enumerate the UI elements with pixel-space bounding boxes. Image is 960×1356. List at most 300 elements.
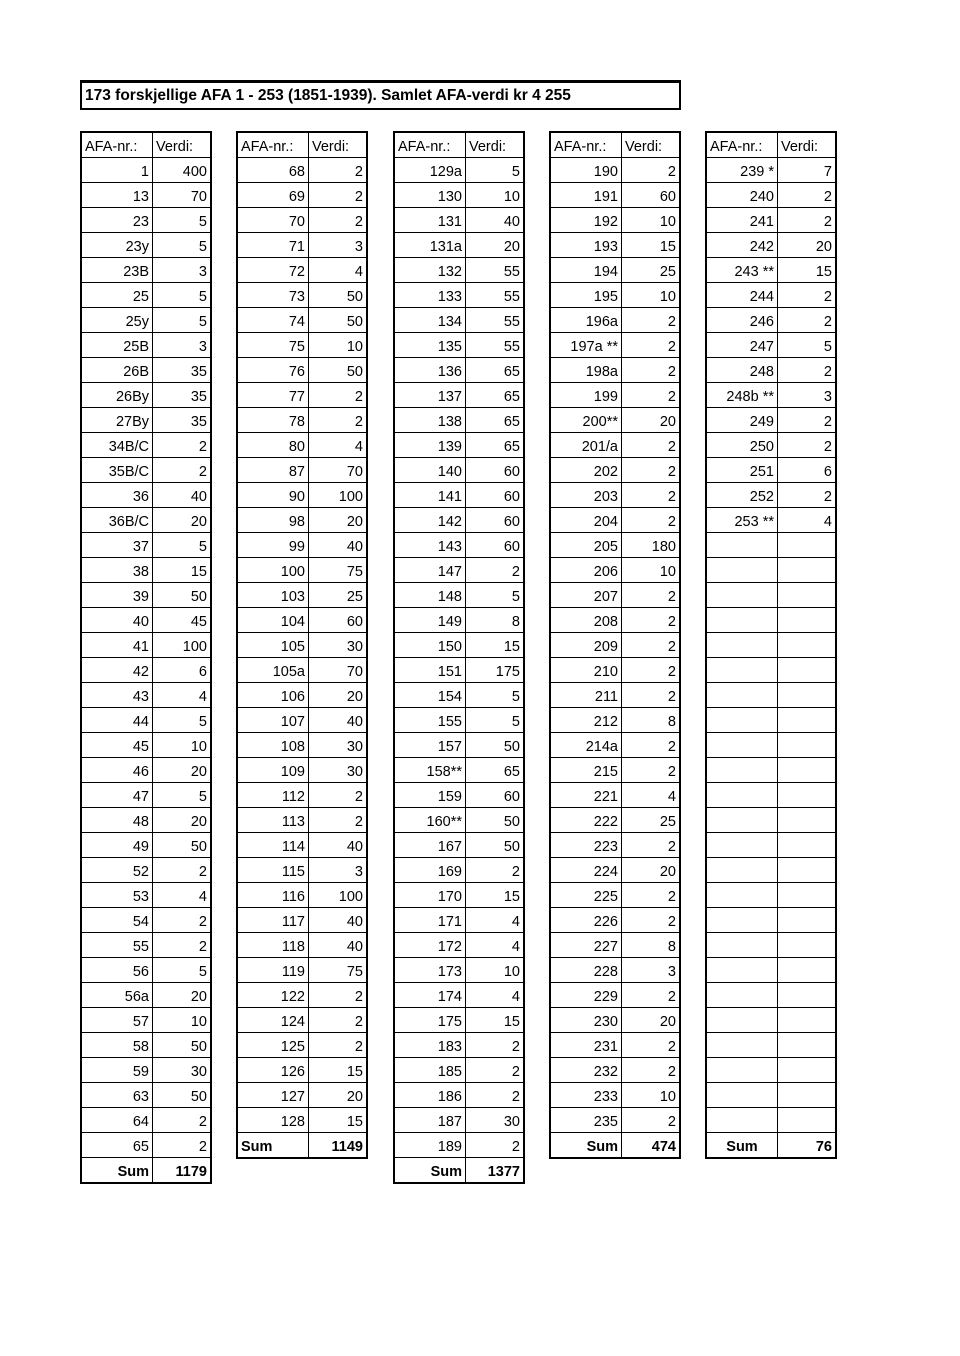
verdi-cell: 25 — [309, 583, 368, 608]
verdi-cell: 40 — [466, 208, 525, 233]
afa-nr-cell: 113 — [237, 808, 309, 833]
verdi-cell: 4 — [153, 683, 212, 708]
verdi-cell — [778, 583, 837, 608]
afa-nr-cell — [706, 758, 778, 783]
table-row — [237, 608, 367, 633]
table-row — [706, 508, 836, 533]
verdi-cell: 55 — [466, 258, 525, 283]
table-row — [81, 258, 211, 283]
verdi-cell: 100 — [309, 483, 368, 508]
verdi-cell: 50 — [309, 308, 368, 333]
afa-nr-cell: 143 — [394, 533, 466, 558]
table-row — [706, 808, 836, 833]
verdi-cell: 20 — [622, 1008, 681, 1033]
table-row — [81, 358, 211, 383]
verdi-cell: 2 — [309, 1008, 368, 1033]
verdi-cell: 5 — [466, 708, 525, 733]
table-row — [706, 758, 836, 783]
afa-nr-cell: 225 — [550, 883, 622, 908]
verdi-cell: 5 — [153, 233, 212, 258]
verdi-cell — [778, 708, 837, 733]
verdi-cell: 60 — [622, 183, 681, 208]
afa-nr-cell: 58 — [81, 1033, 153, 1058]
table-row — [81, 733, 211, 758]
afa-nr-cell: 208 — [550, 608, 622, 633]
table-row — [81, 633, 211, 658]
table-row — [237, 508, 367, 533]
afa-nr-cell: 222 — [550, 808, 622, 833]
table-row — [706, 908, 836, 933]
table-row — [394, 608, 524, 633]
verdi-cell: 60 — [466, 508, 525, 533]
afa-nr-cell: 244 — [706, 283, 778, 308]
verdi-cell: 2 — [309, 808, 368, 833]
verdi-cell: 8 — [622, 933, 681, 958]
verdi-cell: 10 — [466, 183, 525, 208]
afa-nr-cell: 36 — [81, 483, 153, 508]
sum-label: Sum — [550, 1133, 622, 1159]
verdi-cell — [778, 808, 837, 833]
verdi-cell — [778, 658, 837, 683]
table-row — [550, 558, 680, 583]
sum-row — [706, 1133, 836, 1159]
afa-nr-cell: 139 — [394, 433, 466, 458]
table-row — [237, 733, 367, 758]
verdi-cell: 15 — [778, 258, 837, 283]
afa-nr-cell: 25B — [81, 333, 153, 358]
afa-nr-cell: 214a — [550, 733, 622, 758]
verdi-cell — [778, 633, 837, 658]
verdi-cell: 2 — [309, 183, 368, 208]
verdi-cell — [778, 833, 837, 858]
sum-label: Sum — [394, 1158, 466, 1184]
table-row — [237, 958, 367, 983]
table-row — [550, 1033, 680, 1058]
table-row — [394, 683, 524, 708]
afa-nr-cell: 34B/C — [81, 433, 153, 458]
table-row — [550, 983, 680, 1008]
afa-nr-cell: 186 — [394, 1083, 466, 1108]
verdi-cell: 2 — [309, 983, 368, 1008]
afa-nr-header: AFA-nr.: — [81, 132, 153, 158]
verdi-cell: 4 — [153, 883, 212, 908]
afa-nr-cell: 103 — [237, 583, 309, 608]
verdi-cell — [778, 608, 837, 633]
verdi-cell: 60 — [466, 458, 525, 483]
verdi-cell: 25 — [622, 258, 681, 283]
verdi-cell: 40 — [309, 533, 368, 558]
verdi-cell: 4 — [309, 258, 368, 283]
afa-nr-cell: 142 — [394, 508, 466, 533]
table-row — [706, 883, 836, 908]
table-row — [237, 258, 367, 283]
verdi-cell: 2 — [153, 933, 212, 958]
afa-nr-cell: 157 — [394, 733, 466, 758]
afa-nr-cell: 64 — [81, 1108, 153, 1133]
afa-nr-cell: 183 — [394, 1033, 466, 1058]
afa-nr-cell — [706, 1083, 778, 1108]
table-row — [81, 708, 211, 733]
table-row — [706, 383, 836, 408]
verdi-cell: 2 — [466, 1058, 525, 1083]
table-row — [394, 258, 524, 283]
table-row — [81, 483, 211, 508]
verdi-cell — [778, 1058, 837, 1083]
afa-table-5 — [705, 131, 837, 1159]
afa-nr-cell: 65 — [81, 1133, 153, 1158]
afa-nr-cell: 223 — [550, 833, 622, 858]
afa-nr-cell: 72 — [237, 258, 309, 283]
table-row — [81, 158, 211, 183]
afa-nr-cell: 200** — [550, 408, 622, 433]
table-row — [550, 933, 680, 958]
afa-nr-cell: 107 — [237, 708, 309, 733]
afa-nr-cell: 194 — [550, 258, 622, 283]
afa-nr-cell — [706, 1058, 778, 1083]
table-row — [706, 733, 836, 758]
table-row — [706, 358, 836, 383]
table-row — [81, 583, 211, 608]
table-row — [394, 1108, 524, 1133]
afa-nr-cell: 190 — [550, 158, 622, 183]
afa-nr-cell: 44 — [81, 708, 153, 733]
table-row — [394, 883, 524, 908]
table-row — [550, 283, 680, 308]
afa-nr-cell: 185 — [394, 1058, 466, 1083]
verdi-cell: 100 — [153, 633, 212, 658]
afa-nr-cell: 45 — [81, 733, 153, 758]
table-row — [706, 308, 836, 333]
verdi-cell — [778, 883, 837, 908]
table-row — [550, 208, 680, 233]
afa-nr-cell: 46 — [81, 758, 153, 783]
afa-nr-cell: 134 — [394, 308, 466, 333]
table-header-row — [550, 132, 680, 158]
verdi-cell: 8 — [622, 708, 681, 733]
verdi-cell: 55 — [466, 308, 525, 333]
table-row — [237, 308, 367, 333]
afa-nr-cell: 68 — [237, 158, 309, 183]
table-row — [237, 833, 367, 858]
afa-nr-cell: 203 — [550, 483, 622, 508]
verdi-cell: 2 — [622, 608, 681, 633]
afa-nr-cell: 201/a — [550, 433, 622, 458]
afa-nr-cell — [706, 883, 778, 908]
afa-nr-cell: 192 — [550, 208, 622, 233]
afa-nr-cell: 109 — [237, 758, 309, 783]
verdi-header: Verdi: — [153, 132, 212, 158]
afa-nr-cell: 55 — [81, 933, 153, 958]
table-row — [550, 1008, 680, 1033]
afa-nr-cell: 56a — [81, 983, 153, 1008]
afa-nr-cell: 230 — [550, 1008, 622, 1033]
table-row — [706, 183, 836, 208]
verdi-cell: 5 — [466, 683, 525, 708]
afa-nr-cell: 251 — [706, 458, 778, 483]
verdi-header: Verdi: — [466, 132, 525, 158]
table-row — [81, 558, 211, 583]
table-row — [237, 383, 367, 408]
afa-nr-cell: 160** — [394, 808, 466, 833]
verdi-cell: 10 — [153, 733, 212, 758]
afa-nr-cell: 169 — [394, 858, 466, 883]
table-row — [550, 333, 680, 358]
verdi-cell: 20 — [309, 683, 368, 708]
afa-nr-cell: 231 — [550, 1033, 622, 1058]
verdi-cell: 2 — [466, 1133, 525, 1158]
verdi-cell: 55 — [466, 333, 525, 358]
verdi-cell: 10 — [622, 283, 681, 308]
afa-nr-header: AFA-nr.: — [706, 132, 778, 158]
afa-nr-cell: 71 — [237, 233, 309, 258]
verdi-cell: 2 — [622, 333, 681, 358]
afa-nr-cell: 63 — [81, 1083, 153, 1108]
verdi-cell: 2 — [153, 1133, 212, 1158]
afa-table — [236, 131, 368, 1159]
afa-nr-cell — [706, 1033, 778, 1058]
afa-nr-cell: 151 — [394, 658, 466, 683]
afa-nr-cell: 25y — [81, 308, 153, 333]
table-header-row — [394, 132, 524, 158]
verdi-cell: 180 — [622, 533, 681, 558]
verdi-cell: 5 — [153, 533, 212, 558]
afa-table — [80, 131, 212, 1184]
verdi-cell: 5 — [466, 158, 525, 183]
table-row — [394, 558, 524, 583]
afa-nr-cell: 148 — [394, 583, 466, 608]
table-row — [706, 858, 836, 883]
afa-nr-cell: 27By — [81, 408, 153, 433]
afa-nr-cell: 118 — [237, 933, 309, 958]
afa-nr-cell: 215 — [550, 758, 622, 783]
afa-nr-cell: 69 — [237, 183, 309, 208]
table-row — [394, 408, 524, 433]
verdi-cell: 10 — [622, 1083, 681, 1108]
afa-nr-cell: 195 — [550, 283, 622, 308]
verdi-cell: 6 — [153, 658, 212, 683]
verdi-cell: 65 — [466, 408, 525, 433]
afa-nr-cell: 209 — [550, 633, 622, 658]
table-row — [237, 1008, 367, 1033]
afa-nr-cell: 193 — [550, 233, 622, 258]
verdi-cell — [778, 1083, 837, 1108]
afa-nr-cell: 252 — [706, 483, 778, 508]
table-row — [706, 633, 836, 658]
table-row — [237, 708, 367, 733]
table-row — [81, 608, 211, 633]
verdi-cell: 20 — [778, 233, 837, 258]
afa-nr-cell: 125 — [237, 1033, 309, 1058]
afa-nr-cell: 197a ** — [550, 333, 622, 358]
table-row — [394, 333, 524, 358]
afa-nr-cell: 36B/C — [81, 508, 153, 533]
verdi-cell: 2 — [778, 408, 837, 433]
afa-nr-cell: 127 — [237, 1083, 309, 1108]
table-row — [706, 558, 836, 583]
verdi-cell: 5 — [153, 208, 212, 233]
verdi-cell: 2 — [622, 1033, 681, 1058]
table-row — [706, 233, 836, 258]
table-row — [550, 258, 680, 283]
table-row — [394, 158, 524, 183]
afa-nr-cell — [706, 558, 778, 583]
table-row — [550, 533, 680, 558]
verdi-cell: 2 — [622, 908, 681, 933]
afa-table-2 — [236, 131, 368, 1159]
verdi-cell: 50 — [466, 833, 525, 858]
verdi-cell: 35 — [153, 408, 212, 433]
afa-nr-cell: 158** — [394, 758, 466, 783]
afa-nr-cell: 211 — [550, 683, 622, 708]
table-row — [550, 958, 680, 983]
afa-nr-cell: 239 * — [706, 158, 778, 183]
afa-nr-cell — [706, 683, 778, 708]
table-row — [237, 808, 367, 833]
table-row — [81, 908, 211, 933]
table-row — [81, 433, 211, 458]
verdi-cell: 2 — [622, 758, 681, 783]
sum-row — [550, 1133, 680, 1159]
afa-nr-cell — [706, 733, 778, 758]
table-row — [550, 483, 680, 508]
afa-nr-cell: 54 — [81, 908, 153, 933]
verdi-cell: 5 — [466, 583, 525, 608]
verdi-cell: 3 — [153, 333, 212, 358]
verdi-cell: 15 — [466, 1008, 525, 1033]
verdi-cell — [778, 858, 837, 883]
verdi-cell: 60 — [466, 483, 525, 508]
table-row — [550, 908, 680, 933]
table-row — [394, 958, 524, 983]
verdi-cell: 50 — [466, 808, 525, 833]
afa-nr-cell: 155 — [394, 708, 466, 733]
afa-nr-cell: 235 — [550, 1108, 622, 1133]
afa-nr-cell — [706, 533, 778, 558]
table-row — [706, 533, 836, 558]
table-row — [550, 458, 680, 483]
verdi-cell: 15 — [309, 1058, 368, 1083]
table-row — [394, 283, 524, 308]
table-row — [394, 858, 524, 883]
table-row — [550, 758, 680, 783]
afa-nr-cell: 174 — [394, 983, 466, 1008]
table-row — [550, 233, 680, 258]
verdi-cell: 2 — [309, 783, 368, 808]
table-row — [550, 708, 680, 733]
table-row — [550, 183, 680, 208]
verdi-cell: 2 — [622, 508, 681, 533]
afa-nr-cell: 198a — [550, 358, 622, 383]
afa-nr-cell: 232 — [550, 1058, 622, 1083]
verdi-cell: 20 — [466, 233, 525, 258]
verdi-cell: 4 — [466, 983, 525, 1008]
table-row — [237, 683, 367, 708]
afa-nr-cell: 141 — [394, 483, 466, 508]
table-row — [237, 1108, 367, 1133]
verdi-cell: 2 — [622, 383, 681, 408]
table-row — [394, 708, 524, 733]
afa-nr-cell: 80 — [237, 433, 309, 458]
afa-nr-cell: 159 — [394, 783, 466, 808]
verdi-cell: 400 — [153, 158, 212, 183]
verdi-cell: 2 — [622, 308, 681, 333]
table-row — [81, 333, 211, 358]
table-row — [394, 358, 524, 383]
table-row — [237, 908, 367, 933]
afa-nr-cell: 171 — [394, 908, 466, 933]
afa-nr-cell: 124 — [237, 1008, 309, 1033]
table-row — [706, 333, 836, 358]
afa-nr-cell: 131a — [394, 233, 466, 258]
afa-nr-cell: 26B — [81, 358, 153, 383]
table-row — [706, 208, 836, 233]
table-row — [81, 933, 211, 958]
verdi-cell: 2 — [622, 658, 681, 683]
verdi-cell: 8 — [466, 608, 525, 633]
verdi-cell: 50 — [153, 833, 212, 858]
table-row — [394, 233, 524, 258]
afa-nr-cell — [706, 583, 778, 608]
verdi-cell — [778, 733, 837, 758]
table-row — [237, 1033, 367, 1058]
table-row — [81, 783, 211, 808]
verdi-cell: 15 — [622, 233, 681, 258]
afa-nr-cell: 149 — [394, 608, 466, 633]
afa-nr-cell: 138 — [394, 408, 466, 433]
afa-nr-cell: 187 — [394, 1108, 466, 1133]
verdi-cell: 30 — [466, 1108, 525, 1133]
afa-nr-cell: 253 ** — [706, 508, 778, 533]
afa-nr-cell: 210 — [550, 658, 622, 683]
afa-nr-cell: 39 — [81, 583, 153, 608]
verdi-cell: 2 — [153, 433, 212, 458]
afa-nr-cell — [706, 608, 778, 633]
table-row — [706, 283, 836, 308]
afa-nr-cell: 38 — [81, 558, 153, 583]
page-title: 173 forskjellige AFA 1 - 253 (1851-1939). Samlet AFA-verdi kr 4 255 — [80, 80, 681, 110]
verdi-cell: 4 — [778, 508, 837, 533]
afa-nr-cell: 247 — [706, 333, 778, 358]
table-row — [81, 658, 211, 683]
table-row — [706, 833, 836, 858]
table-row — [550, 683, 680, 708]
table-row — [81, 833, 211, 858]
afa-nr-cell — [706, 708, 778, 733]
table-row — [394, 483, 524, 508]
verdi-cell: 3 — [309, 233, 368, 258]
verdi-cell: 100 — [309, 883, 368, 908]
afa-nr-cell: 227 — [550, 933, 622, 958]
afa-nr-cell: 167 — [394, 833, 466, 858]
verdi-cell: 2 — [622, 733, 681, 758]
table-row — [81, 858, 211, 883]
afa-nr-cell: 248 — [706, 358, 778, 383]
verdi-cell: 40 — [309, 833, 368, 858]
table-row — [81, 458, 211, 483]
afa-nr-cell — [706, 983, 778, 1008]
verdi-cell: 5 — [153, 308, 212, 333]
table-row — [394, 308, 524, 333]
verdi-cell: 2 — [622, 358, 681, 383]
table-row — [81, 508, 211, 533]
table-row — [550, 658, 680, 683]
table-row — [550, 808, 680, 833]
table-row — [237, 758, 367, 783]
afa-table-1 — [80, 131, 212, 1184]
verdi-cell: 3 — [153, 258, 212, 283]
verdi-cell: 65 — [466, 433, 525, 458]
table-row — [394, 783, 524, 808]
